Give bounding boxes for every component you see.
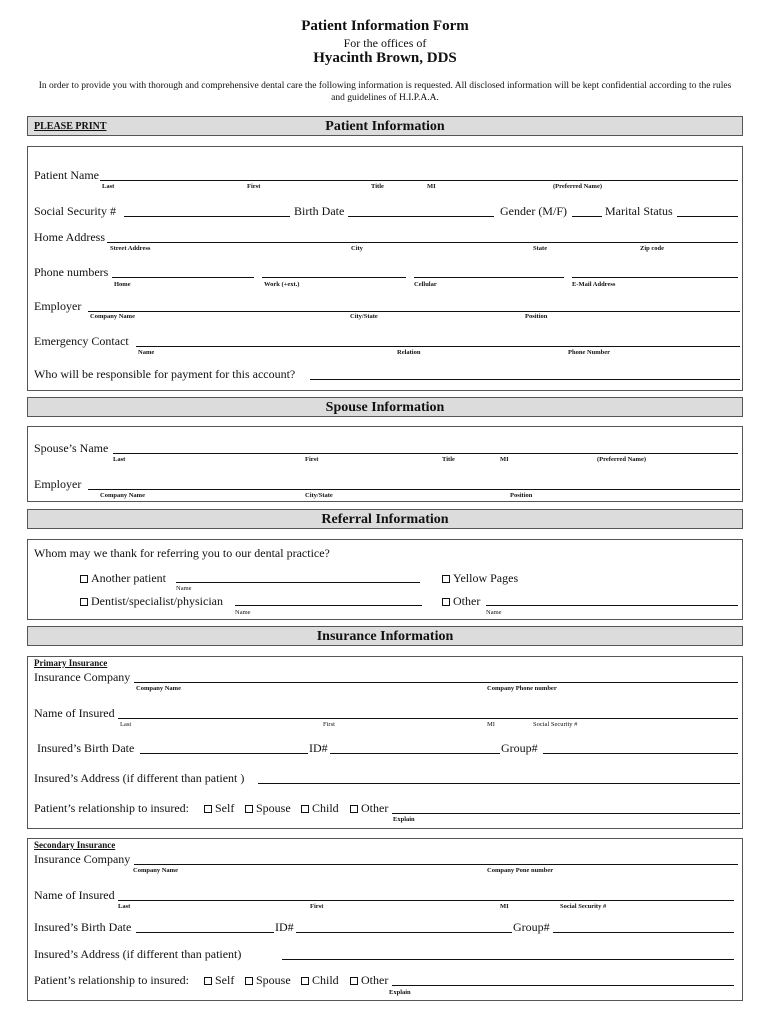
secondary-company-field[interactable]	[134, 864, 738, 865]
secondary-insured-field[interactable]	[118, 900, 734, 901]
secondary-relationship-label: Patient’s relationship to insured:	[34, 973, 189, 987]
checkbox[interactable]	[245, 805, 253, 813]
sub-label: (Preferred Name)	[553, 183, 603, 190]
sub-label: Work (+ext.)	[264, 281, 300, 288]
option-label: Self	[215, 973, 235, 987]
sub-label: MI	[500, 903, 509, 910]
referral-question: Whom may we thank for referring you to our dental practice?	[34, 546, 330, 560]
sub-label: E-Mail Address	[572, 281, 616, 288]
sub-label: Title	[442, 456, 455, 463]
home-address-field[interactable]	[107, 242, 738, 243]
patient-name-label: Patient Name	[34, 168, 99, 182]
primary-id-field[interactable]	[330, 753, 500, 754]
employer-label: Employer	[34, 299, 82, 313]
sub-label: Last	[118, 903, 131, 910]
payment-responsible-label: Who will be responsible for payment for this account?	[34, 367, 296, 381]
option-label: Spouse	[256, 973, 291, 987]
sub-label: Relation	[397, 349, 421, 356]
referral-option-patient[interactable]	[80, 571, 166, 586]
sub-label: Last	[102, 183, 115, 190]
marital-status-label: Marital Status	[605, 204, 673, 218]
secondary-group-field[interactable]	[553, 932, 734, 933]
work-phone-field[interactable]	[262, 277, 406, 278]
secondary-company-label: Insurance Company	[34, 852, 131, 866]
sub-label: Position	[510, 492, 533, 499]
checkbox[interactable]	[442, 598, 450, 606]
sub-label: Last	[120, 721, 132, 728]
intro-text: In order to provide you with thorough and comprehensive dental care the following information is requested. All disclosed information will be kept confidential according to the rules and guidelines of H.I.P.A.A.	[38, 81, 732, 103]
sub-label: (Preferred Name)	[597, 456, 647, 463]
home-phone-field[interactable]	[112, 277, 254, 278]
primary-opt-other[interactable]	[350, 801, 388, 816]
secondary-insured-label: Name of Insured	[34, 888, 115, 902]
emergency-contact-field[interactable]	[136, 346, 740, 347]
primary-birth-label: Insured’s Birth Date	[37, 741, 135, 755]
spouse-section-title: Spouse Information	[325, 400, 445, 415]
birth-date-label: Birth Date	[294, 204, 345, 218]
employer-field[interactable]	[88, 311, 740, 312]
referral-option-dentist[interactable]	[80, 594, 223, 609]
sub-label: Company Name	[133, 867, 178, 874]
insurance-section-bar	[27, 626, 743, 646]
option-label: Another patient	[91, 571, 166, 585]
referral-section-title: Referral Information	[321, 512, 449, 527]
sub-label: Explain	[393, 816, 415, 823]
primary-opt-spouse[interactable]	[245, 801, 291, 816]
primary-company-label: Insurance Company	[34, 670, 131, 684]
primary-relationship-label: Patient’s relationship to insured:	[34, 801, 189, 815]
sub-label: MI	[487, 721, 495, 728]
ssn-label: Social Security #	[34, 204, 116, 218]
primary-group-label: Group#	[501, 741, 538, 755]
primary-address-label: Insured’s Address (if different than patient )	[34, 771, 245, 785]
option-label: Other	[361, 973, 389, 987]
cell-phone-field[interactable]	[414, 277, 564, 278]
primary-group-field[interactable]	[543, 753, 738, 754]
gender-label: Gender (M/F)	[500, 204, 567, 218]
secondary-explain-field[interactable]	[392, 985, 734, 986]
email-field[interactable]	[572, 277, 738, 278]
insurance-section-title: Insurance Information	[316, 629, 454, 644]
office-name: Hyacinth Brown, DDS	[313, 50, 457, 66]
secondary-id-label: ID#	[275, 920, 294, 934]
secondary-opt-spouse[interactable]	[245, 973, 291, 988]
checkbox[interactable]	[442, 575, 450, 583]
secondary-group-label: Group#	[513, 920, 550, 934]
sub-label: City	[351, 245, 363, 252]
sub-label: MI	[500, 456, 509, 463]
patient-name-field[interactable]	[100, 180, 738, 181]
primary-insured-field[interactable]	[118, 718, 738, 719]
secondary-opt-other[interactable]	[350, 973, 388, 988]
sub-label: Phone Number	[568, 349, 611, 356]
secondary-birth-field[interactable]	[136, 932, 274, 933]
please-print-label: PLEASE PRINT	[34, 121, 107, 132]
home-address-label: Home Address	[34, 230, 105, 244]
referral-section-bar	[27, 509, 743, 529]
referral-option-other[interactable]	[442, 594, 480, 609]
checkbox[interactable]	[301, 805, 309, 813]
sub-label: Company Name	[100, 492, 145, 499]
option-label: Dentist/specialist/physician	[91, 594, 223, 608]
sub-label: State	[533, 245, 548, 252]
checkbox[interactable]	[204, 805, 212, 813]
option-label: Yellow Pages	[453, 571, 519, 585]
option-label: Self	[215, 801, 235, 815]
option-label: Child	[312, 973, 339, 987]
checkbox[interactable]	[80, 575, 88, 583]
referral-option-yellow-pages[interactable]	[442, 571, 518, 586]
referral-other-name-field[interactable]	[486, 605, 738, 606]
sub-label: Position	[525, 313, 548, 320]
option-label: Spouse	[256, 801, 291, 815]
form-title: Patient Information Form	[301, 18, 469, 34]
sub-label: Name	[176, 585, 192, 592]
sub-label: City/State	[305, 492, 333, 499]
sub-label: Title	[371, 183, 384, 190]
sub-label: Company Name	[136, 685, 181, 692]
ssn-field[interactable]	[124, 216, 290, 217]
secondary-opt-child[interactable]	[301, 973, 339, 988]
sub-label: First	[305, 456, 319, 463]
option-label: Child	[312, 801, 339, 815]
primary-id-label: ID#	[309, 741, 328, 755]
secondary-birth-label: Insured’s Birth Date	[34, 920, 132, 934]
primary-opt-child[interactable]	[301, 801, 339, 816]
referring-patient-name-field[interactable]	[176, 582, 420, 583]
sub-label: Company Phone number	[487, 685, 557, 692]
marital-status-field[interactable]	[677, 216, 738, 217]
form-subtitle: For the offices of	[343, 36, 427, 50]
sub-label: Name	[138, 349, 155, 356]
spouse-section-box	[27, 426, 743, 502]
checkbox[interactable]	[350, 977, 358, 985]
patient-section-box	[27, 146, 743, 391]
sub-label: Home	[114, 281, 131, 288]
checkbox[interactable]	[204, 977, 212, 985]
spouse-section-bar	[27, 397, 743, 417]
primary-birth-field[interactable]	[140, 753, 308, 754]
birth-date-field[interactable]	[348, 216, 494, 217]
sub-label: Street Address	[110, 245, 151, 252]
option-label: Other	[453, 594, 481, 608]
sub-label: First	[323, 721, 335, 728]
sub-label: First	[310, 903, 324, 910]
primary-opt-self[interactable]	[204, 801, 234, 816]
phone-numbers-label: Phone numbers	[34, 265, 109, 279]
sub-label: Explain	[389, 989, 411, 996]
sub-label: Zip code	[640, 245, 665, 252]
referring-dentist-name-field[interactable]	[235, 605, 422, 606]
sub-label: Social Security #	[533, 721, 578, 728]
primary-address-field[interactable]	[258, 783, 740, 784]
emergency-contact-label: Emergency Contact	[34, 334, 129, 348]
patient-section-title: Patient Information	[325, 119, 445, 134]
spouse-employer-label: Employer	[34, 477, 82, 491]
sub-label: Last	[113, 456, 126, 463]
spouse-name-label: Spouse’s Name	[34, 441, 109, 455]
sub-label: Name	[235, 609, 251, 616]
spouse-employer-field[interactable]	[88, 489, 740, 490]
primary-explain-field[interactable]	[392, 813, 740, 814]
primary-company-field[interactable]	[134, 682, 738, 683]
payment-responsible-field[interactable]	[310, 379, 740, 380]
sub-label: City/State	[350, 313, 378, 320]
checkbox[interactable]	[301, 977, 309, 985]
secondary-address-label: Insured’s Address (if different than patient)	[34, 947, 242, 961]
secondary-address-field[interactable]	[282, 959, 734, 960]
secondary-id-field[interactable]	[296, 932, 512, 933]
sub-label: Cellular	[414, 281, 437, 288]
patient-section-bar	[27, 116, 743, 136]
sub-label: Company Pone number	[487, 867, 554, 874]
gender-field[interactable]	[572, 216, 602, 217]
checkbox[interactable]	[80, 598, 88, 606]
sub-label: Social Security #	[560, 903, 607, 910]
secondary-insurance-heading: Secondary Insurance	[34, 840, 116, 850]
sub-label: Name	[486, 609, 502, 616]
checkbox[interactable]	[245, 977, 253, 985]
spouse-name-field[interactable]	[113, 453, 738, 454]
checkbox[interactable]	[350, 805, 358, 813]
sub-label: First	[247, 183, 261, 190]
sub-label: MI	[427, 183, 436, 190]
option-label: Other	[361, 801, 389, 815]
primary-insurance-heading: Primary Insurance	[34, 658, 108, 668]
primary-insured-label: Name of Insured	[34, 706, 115, 720]
sub-label: Company Name	[90, 313, 135, 320]
secondary-opt-self[interactable]	[204, 973, 234, 988]
